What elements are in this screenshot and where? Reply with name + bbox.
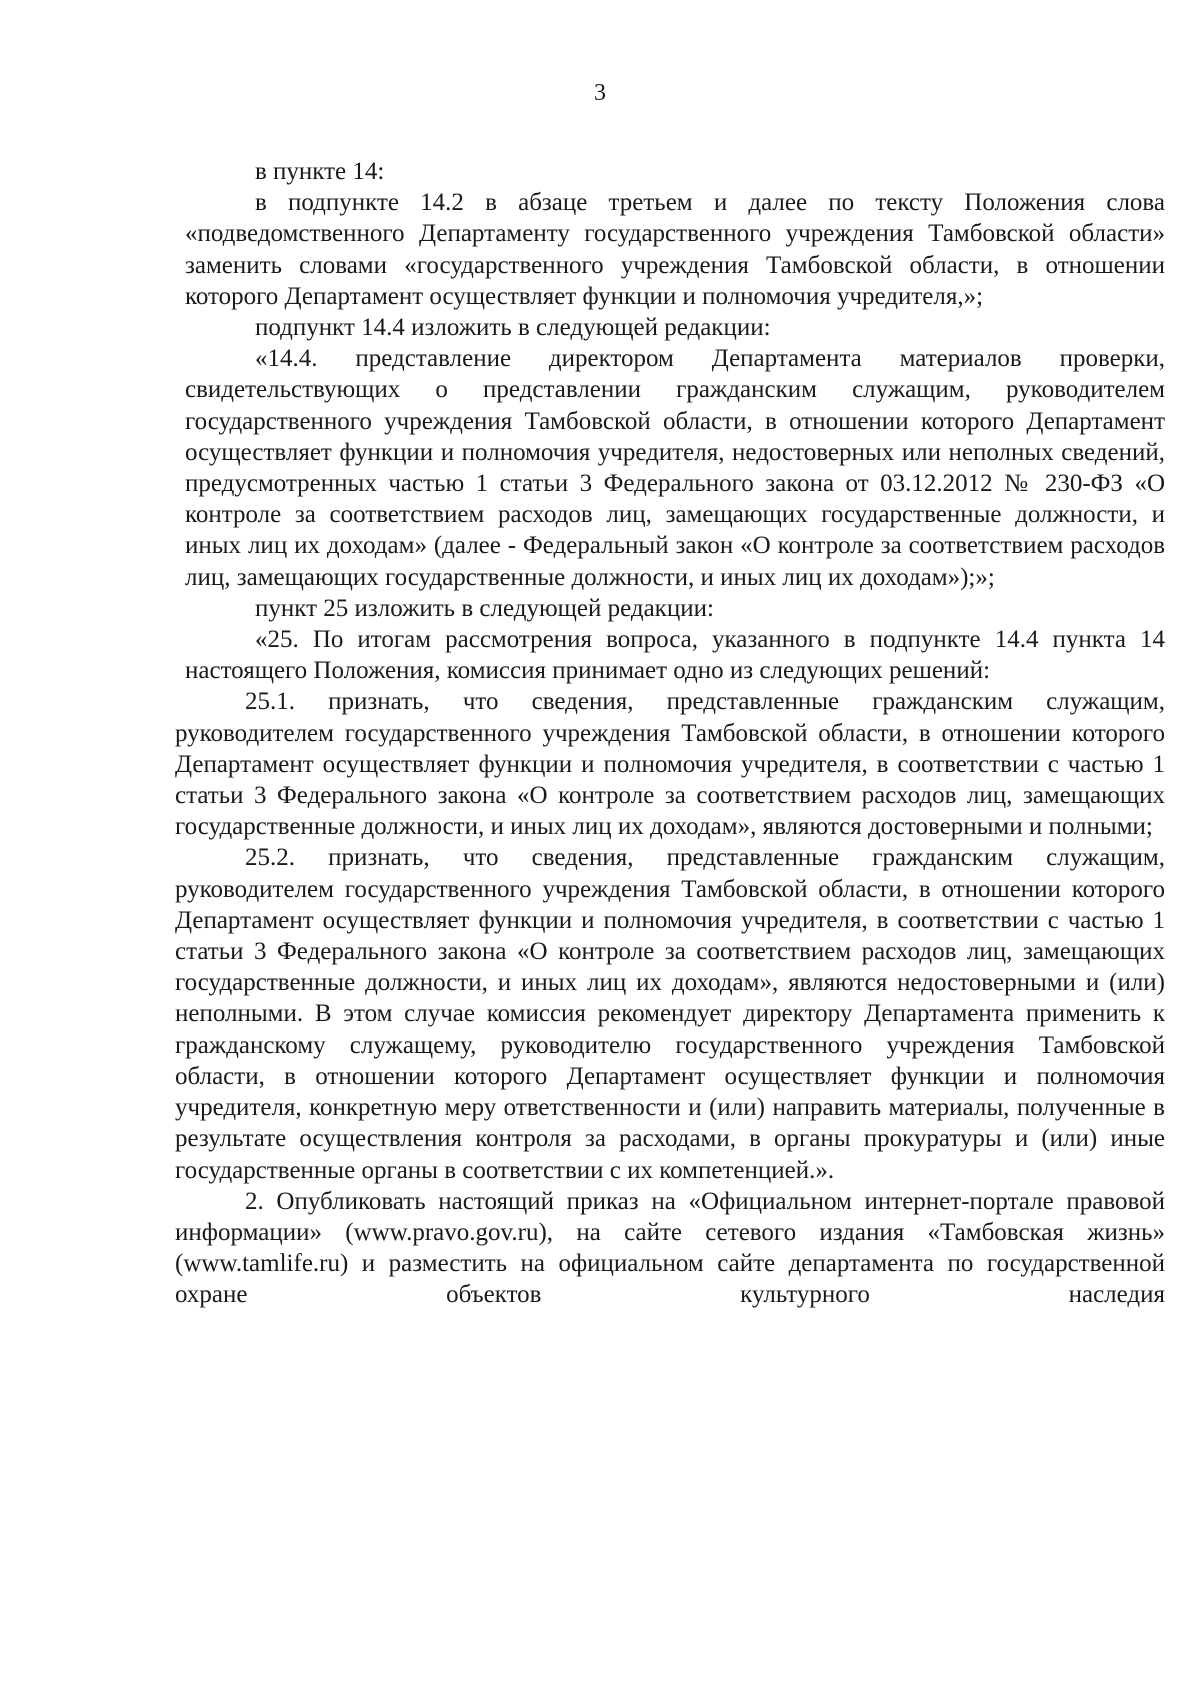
document-body <box>175 156 1165 1311</box>
paragraph-item-25-intro: пункт 25 изложить в следующей редакции: <box>255 594 714 622</box>
paragraph-item-25-2: 25.2. признать, что сведения, представленные гражданским служащим, руководителем государственного учреждения Тамбовской области, в отношении которого Департамент осуществляет функции и полномочия учредителя, в соответствии с частью 1 статьи 3 Федерального закона «О контроле за соответствием расходов лиц, замещающих государственные должности, и иных лиц их доходам», являются недостоверными и (или) неполными. В этом случае комиссия рекомендует директору Департамента применить к гражданскому служащему, руководителю государственного учреждения Тамбовской области, в отношении которого Департамент осуществляет функции и полномочия учредителя, конкретную меру ответственности и (или) направить материалы, полученные в результате осуществления контроля за расходами, в органы прокуратуры и (или) иные государственные органы в соответствии с их компетенцией.». <box>175 844 1165 1184</box>
paragraph-item-2-publish: 2. Опубликовать настоящий приказ на «Официальном интернет-портале правовой информации» (www.pravo.gov.ru), на сайте сетевого издания «Тамбовская жизнь» (www.tamlife.ru) и разместить на официальном сайте департамента по государственной охране объектов культурного наследия <box>175 1187 1165 1309</box>
paragraph-subitem-14-2: в подпункте 14.2 в абзаце третьем и далее по тексту Положения слова «подведомственного Департаменту государственного учреждения Тамбовской области» заменить словами «государственного учреждения Тамбовской области, в отношении которого Департамент осуществляет функции и полномочия учредителя,»; <box>185 189 1165 310</box>
paragraph-subitem-14-4-text: «14.4. представление директором Департамента материалов проверки, свидетельствующих о представлении гражданским служащим, руководителем государственного учреждения Тамбовской области, в отношении которого Департамент осуществляет функции и полномочия учредителя, недостоверных или неполных сведений, предусмотренных частью 1 статьи 3 Федерального закона от 03.12.2012 № 230-ФЗ «О контроле за соответствием расходов лиц, замещающих государственные должности, и иных лиц их доходам» (далее - Федеральный закон «О контроле за соответствием расходов лиц, замещающих государственные должности, и иных лиц их доходам»);»; <box>185 345 1165 591</box>
page-number: 3 <box>594 80 606 106</box>
paragraph-subitem-14-4-intro: подпункт 14.4 изложить в следующей редакции: <box>255 314 771 342</box>
paragraph-item-25-1: 25.1. признать, что сведения, представленные гражданским служащим, руководителем государственного учреждения Тамбовской области, в отношении которого Департамент осуществляет функции и полномочия учредителя, в соответствии с частью 1 статьи 3 Федерального закона «О контроле за соответствием расходов лиц, замещающих государственные должности, и иных лиц их доходам», являются достоверными и полными; <box>175 688 1165 841</box>
paragraph-item-25-text: «25. По итогам рассмотрения вопроса, указанного в подпункте 14.4 пункта 14 настоящего Положения, комиссия принимает одно из следующих решений: <box>185 626 1165 685</box>
paragraph-item-14-intro: в пункте 14: <box>255 158 385 185</box>
